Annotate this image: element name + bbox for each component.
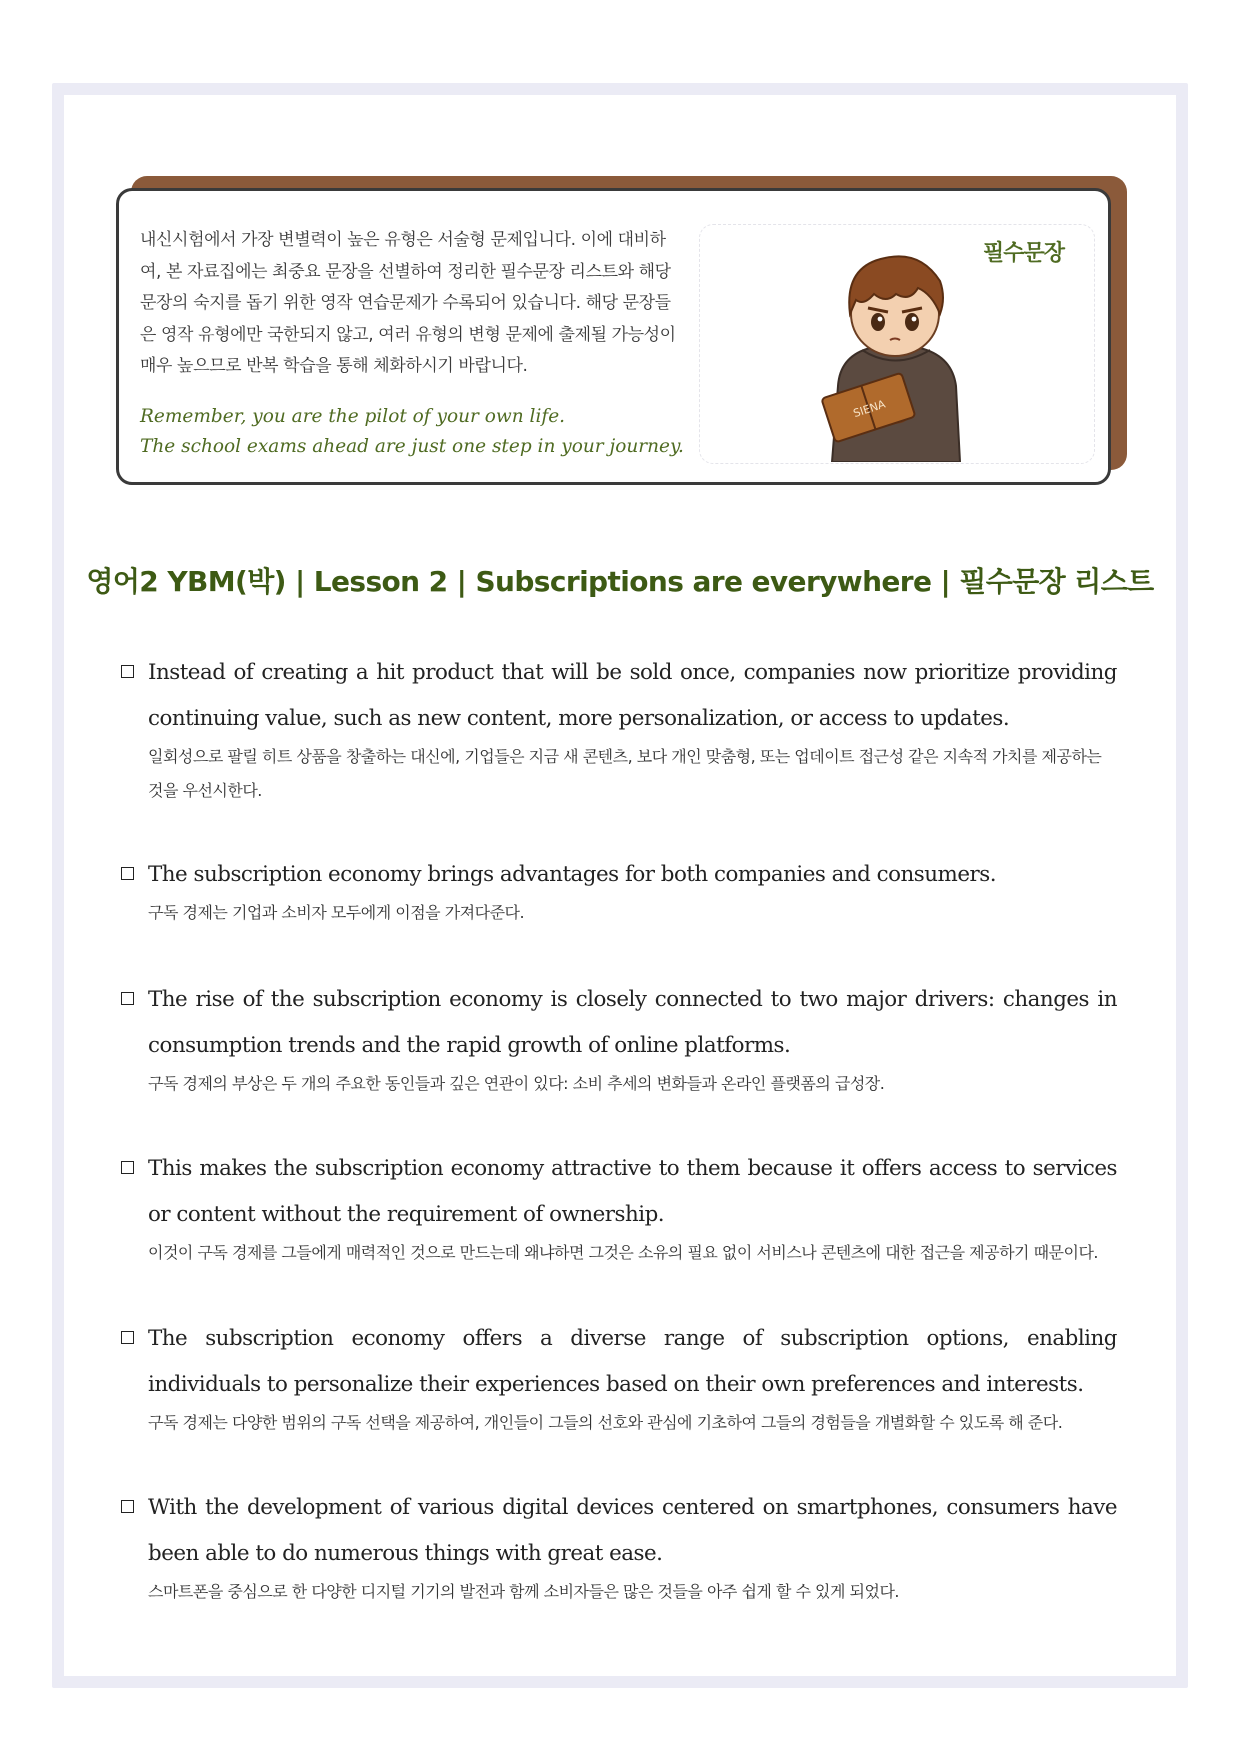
- motto-line-2: The school exams ahead are just one step in your journey.: [140, 436, 684, 457]
- checkbox[interactable]: [121, 1500, 134, 1513]
- book-cover-label: SIENA: [851, 397, 887, 421]
- sentence-english: The subscription economy brings advantages for both companies and consumers.: [148, 862, 996, 887]
- intro-text: 내신시험에서 가장 변별력이 높은 유형은 서술형 문제입니다. 이에 대비하여, 본 자료집에는 최중요 문장을 선별하여 정리한 필수문장 리스트와 해당 문장의 숙지를 돕기 위한 영작 연습문제가 수록되어 있습니다. 해당 문장들은 영작 유형에만 국한되지 않고, 여러 유형의 변형 문제에 출제될 가능성이 매우 높으므로 반복 학습을 통해 체화하시기 바랍니다.: [140, 230, 676, 376]
- page-title: 영어2 YBM(박) | Lesson 2 | Subscriptions are everywhere | 필수문장 리스트: [86, 565, 1154, 598]
- sentence-english: The subscription economy offers a diverse range of subscription options, enabling individuals to personalize their experiences based on their own preferences and interests.: [148, 1326, 1117, 1397]
- sentence-english: This makes the subscription economy attractive to them because it offers access to services or content without the requirement of ownership.: [148, 1156, 1117, 1227]
- sentence-korean: 구독 경제는 기업과 소비자 모두에게 이점을 가져다준다.: [148, 903, 525, 922]
- sentence-english: The rise of the subscription economy is closely connected to two major drivers: changes in consumption trends and the rapid growth of online platforms.: [148, 987, 1117, 1058]
- checkbox[interactable]: [121, 665, 134, 678]
- motto-line-1: Remember, you are the pilot of your own life.: [140, 406, 566, 427]
- motto: [140, 402, 700, 462]
- boy-reading-book-illustration: [800, 236, 990, 462]
- sentence-korean: 스마트폰을 중심으로 한 다양한 디지털 기기의 발전과 함께 소비자들은 많은 것들을 아주 쉽게 할 수 있게 되었다.: [148, 1582, 899, 1601]
- checkbox[interactable]: [121, 992, 134, 1005]
- sentence-korean: 일회성으로 팔릴 히트 상품을 창출하는 대신에, 기업들은 지금 새 콘텐츠, 보다 개인 맞춤형, 또는 업데이트 접근성 같은 지속적 가치를 제공하는 것을 우선시한다.: [148, 747, 1102, 800]
- sentence-korean: 구독 경제의 부상은 두 개의 주요한 동인들과 깊은 연관이 있다: 소비 추세의 변화들과 온라인 플랫폼의 급성장.: [148, 1074, 885, 1093]
- checkbox[interactable]: [121, 1161, 134, 1174]
- sentence-korean: 구독 경제는 다양한 범위의 구독 선택을 제공하여, 개인들이 그들의 선호와 관심에 기초하여 그들의 경험들을 개별화할 수 있도록 해 준다.: [148, 1413, 1063, 1432]
- sentence-english: With the development of various digital devices centered on smartphones, consumers have been able to do numerous things with great ease.: [148, 1495, 1117, 1566]
- essential-sentences-badge: 필수문장: [983, 241, 1065, 266]
- checkbox[interactable]: [121, 867, 134, 880]
- checkbox[interactable]: [121, 1331, 134, 1344]
- sentence-english: Instead of creating a hit product that will be sold once, companies now prioritize providing continuing value, such as new content, more personalization, or access to updates.: [148, 660, 1117, 731]
- sentence-korean: 이것이 구독 경제를 그들에게 매력적인 것으로 만드는데 왜냐하면 그것은 소유의 필요 없이 서비스나 콘텐츠에 대한 접근을 제공하기 때문이다.: [148, 1243, 1098, 1262]
